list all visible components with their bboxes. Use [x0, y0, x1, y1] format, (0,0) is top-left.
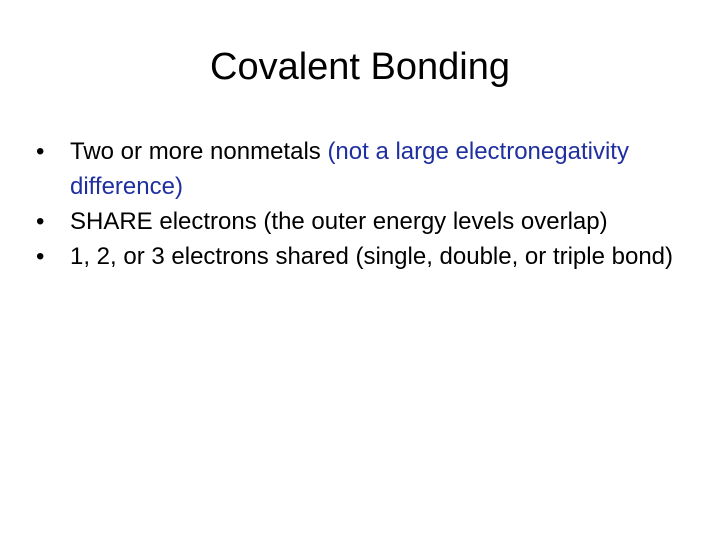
bullet-item-nonmetals [36, 134, 676, 204]
bullet-text: 1, 2, or 3 electrons shared (single, double, or triple bond) [70, 243, 674, 270]
bullet-icon: • [36, 243, 45, 270]
bullet-text: SHARE electrons (the outer energy levels overlap) [70, 208, 608, 235]
bullet-icon: • [36, 138, 45, 165]
bullet-icon: • [36, 208, 45, 235]
bullet-list [36, 134, 676, 274]
bullet-highlight-text: (not a large electronegativity difference) [70, 138, 629, 200]
bullet-item-share [36, 204, 676, 239]
slide-title: Covalent Bonding [210, 46, 510, 88]
bullet-text: Two or more nonmetals [70, 138, 328, 165]
bullet-item-shared-count [36, 239, 676, 274]
